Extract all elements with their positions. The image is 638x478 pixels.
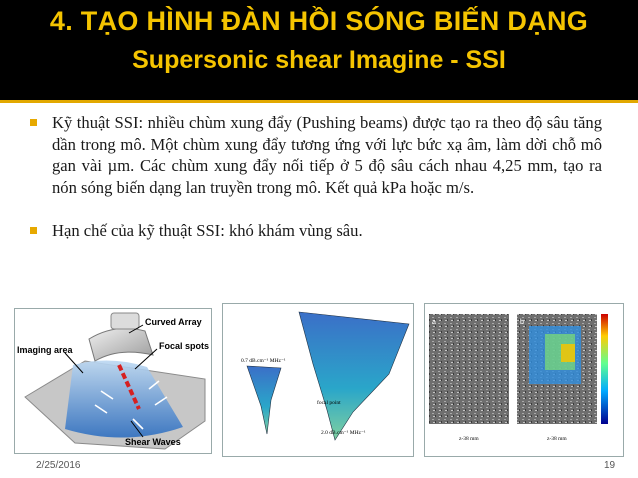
pushing-beam-plot: [223, 304, 413, 456]
ssi-diagram-figure: [14, 308, 212, 454]
attenuation-high-label: 2.0 dB.cm⁻¹ MHz⁻¹: [321, 430, 366, 436]
focal-point-label: focal point: [317, 400, 341, 406]
focal-spots-label: Focal spots: [159, 341, 210, 351]
panel-b-xlabel: z-38 mm: [547, 436, 567, 442]
pushing-beam-figure: [222, 303, 414, 457]
panel-a-label: a: [432, 319, 436, 326]
shear-waves-label: Shear Waves: [125, 437, 181, 447]
square-bullet-icon: [30, 119, 37, 126]
beam-low-attenuation: [247, 366, 281, 434]
bullet-item: [30, 220, 602, 242]
ultrasound-images: [425, 304, 623, 456]
curved-array-probe-icon: [89, 328, 153, 361]
bmode-image-a: [429, 314, 509, 424]
bullet-list: [30, 112, 602, 242]
imaging-area-label: Imaging area: [17, 345, 73, 355]
header-divider: [0, 100, 638, 103]
elasticity-colorbar: [601, 314, 608, 424]
attenuation-low-label: 0.7 dB.cm⁻¹ MHz⁻¹: [241, 358, 286, 364]
slide-title: 4. TẠO HÌNH ĐÀN HỒI SÓNG BIẾN DẠNG: [49, 6, 589, 36]
ultrasound-elastography-figure: [424, 303, 624, 457]
bullet-text: Kỹ thuật SSI: nhiều chùm xung đẩy (Pushing beams) được tạo ra theo độ sâu tăng dần trong mô. Một chùm xung đẩy tương ứng với lực bức xạ âm, làm dời chỗ mô gan vài µm. Các chùm xung đẩy nối tiếp ở 5 độ sâu cách nhau 4,25 mm, tạo ra nón sóng biến dạng lan truyền trong mô. Kết quả kPa hoặc m/s.: [52, 113, 602, 197]
ssi-diagram: [15, 309, 211, 453]
square-bullet-icon: [30, 227, 37, 234]
panel-a-xlabel: z-38 mm: [459, 436, 479, 442]
page-number: 19: [604, 460, 616, 471]
slide-header: [0, 0, 638, 100]
panel-b-label: b: [520, 319, 524, 326]
curved-array-label: Curved Array: [145, 317, 202, 327]
beam-high-attenuation: [299, 312, 409, 440]
bullet-item: [30, 112, 602, 198]
bullet-text: Hạn chế của kỹ thuật SSI: khó khám vùng sâu.: [52, 221, 363, 241]
slide-subtitle: Supersonic shear Imagine - SSI: [132, 46, 506, 74]
footer-date: 2/25/2016: [36, 460, 81, 471]
